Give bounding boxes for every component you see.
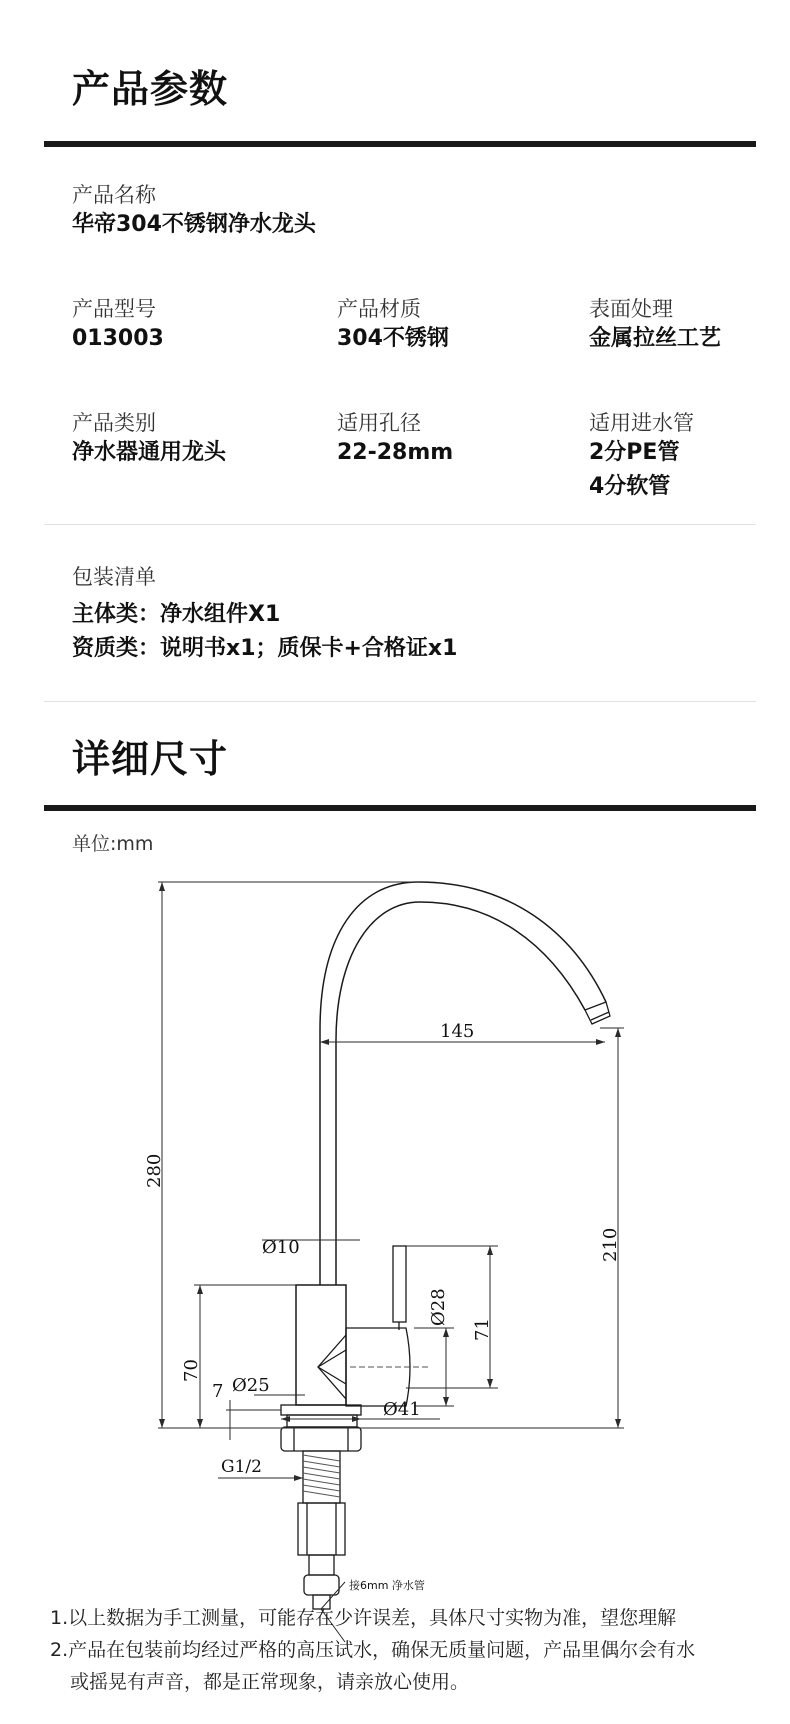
product-name-label: 产品名称 [72,183,156,207]
dimensions-title: 详细尺寸 [72,737,229,781]
dim-280: 280 [144,1153,165,1188]
model-value: 013003 [72,326,164,351]
material-label: 产品材质 [337,297,421,321]
package-line-2: 资质类：说明书x1；质保卡+合格证x1 [72,636,458,661]
unit-label: 单位:mm [72,833,154,855]
dim-210: 210 [600,1227,621,1262]
package-line-1: 主体类：净水组件X1 [72,602,281,627]
dim-7: 7 [212,1381,224,1402]
dim-25: Ø25 [232,1375,270,1396]
surface-label: 表面处理 [589,297,673,321]
note-2-continued: 或摇晃有声音，都是正常现象，请亲放心使用。 [70,1671,470,1693]
category-label: 产品类别 [72,411,156,435]
dim-10: Ø10 [262,1237,300,1258]
tube-label: 接6mm 净水管 [349,1579,425,1592]
inlet-label: 适用进水管 [589,411,694,435]
dim-70: 70 [181,1359,202,1382]
dim-g12: G1/2 [221,1457,262,1477]
params-title: 产品参数 [72,67,229,111]
package-label: 包装清单 [72,565,156,589]
hole-label: 适用孔径 [337,411,421,435]
dim-145: 145 [440,1021,475,1042]
material-value: 304不锈钢 [337,326,449,351]
dim-71: 71 [472,1318,493,1341]
model-label: 产品型号 [72,297,156,321]
inlet-value-1: 2分PE管 [589,440,680,465]
surface-value: 金属拉丝工艺 [589,326,722,351]
product-name-value: 华帝304不锈钢净水龙头 [72,212,316,237]
category-value: 净水器通用龙头 [72,440,227,465]
note-2: 2.产品在包装前均经过严格的高压试水，确保无质量问题，产品里偶尔会有水 [50,1639,696,1661]
dim-28: Ø28 [428,1288,449,1326]
note-1: 1.以上数据为手工测量，可能存在少许误差，具体尺寸实物为准，望您理解 [50,1607,677,1629]
hole-value: 22-28mm [337,440,454,465]
dim-41: Ø41 [383,1399,421,1420]
inlet-value-2: 4分软管 [589,474,671,499]
